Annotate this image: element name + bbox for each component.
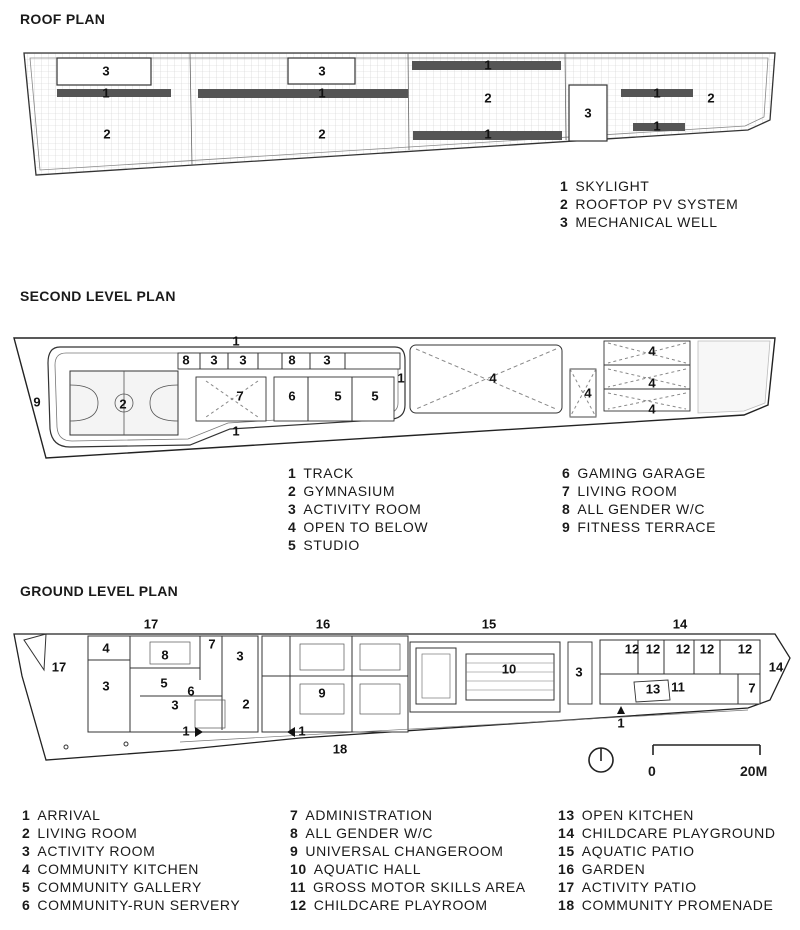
second-callout: 9 — [33, 394, 41, 410]
second-callout: 1 — [232, 333, 240, 349]
ground-callout: 7 — [208, 636, 216, 652]
second-level-title: SECOND LEVEL PLAN — [20, 288, 176, 304]
roof-legend — [560, 177, 738, 231]
legend-item: 4 COMMUNITY KITCHEN — [22, 861, 199, 877]
legend-item: 6 GAMING GARAGE — [562, 465, 706, 481]
ground-callout: 1 — [298, 723, 306, 739]
second-callout: 3 — [323, 352, 331, 368]
second-callout: 5 — [334, 388, 342, 404]
legend-item: 16 GARDEN — [558, 861, 646, 877]
ground-callout: 2 — [242, 696, 250, 712]
scale-bar-icon — [653, 745, 760, 755]
legend-item: 2 LIVING ROOM — [22, 825, 138, 841]
ground-callout: 3 — [575, 664, 583, 680]
second-callout: 4 — [648, 343, 656, 359]
second-callout: 4 — [648, 401, 656, 417]
legend-item: 8 ALL GENDER W/C — [562, 501, 706, 517]
ground-callout: 12 — [737, 641, 753, 657]
second-level-drawing — [0, 325, 800, 465]
ground-callout: 7 — [748, 680, 756, 696]
roof-callout: 1 — [653, 85, 661, 101]
legend-item: 5 STUDIO — [288, 537, 360, 553]
ground-callout: 11 — [671, 679, 685, 695]
ground-legend-col3 — [558, 806, 776, 914]
legend-item: 18 COMMUNITY PROMENADE — [558, 897, 774, 913]
second-callout: 1 — [232, 423, 240, 439]
roof-callout: 3 — [318, 63, 326, 79]
ground-callout: 6 — [187, 683, 195, 699]
ground-callout: 9 — [318, 685, 326, 701]
legend-item: 10 AQUATIC HALL — [290, 861, 422, 877]
ground-callout: 14 — [672, 616, 688, 632]
second-legend-col1 — [288, 464, 428, 554]
second-callout: 1 — [397, 370, 405, 386]
legend-item: 11 GROSS MOTOR SKILLS AREA — [290, 879, 526, 895]
roof-callout: 2 — [707, 90, 715, 106]
ground-callout: 12 — [645, 641, 661, 657]
legend-item: 8 ALL GENDER W/C — [290, 825, 434, 841]
ground-level-drawing — [0, 610, 800, 785]
legend-item: 7 ADMINISTRATION — [290, 807, 433, 823]
roof-callout: 1 — [102, 85, 110, 101]
second-callout: 8 — [288, 352, 296, 368]
ground-callout: 13 — [645, 681, 661, 697]
legend-item: 1 ARRIVAL — [22, 807, 101, 823]
ground-callout: 17 — [51, 659, 67, 675]
second-callout: 4 — [648, 375, 656, 391]
legend-item: 5 COMMUNITY GALLERY — [22, 879, 202, 895]
ground-callout: 14 — [768, 659, 784, 675]
legend-item: 3 MECHANICAL WELL — [560, 214, 718, 230]
ground-callout: 3 — [171, 697, 179, 713]
living-room — [196, 377, 266, 421]
ground-callout: 4 — [102, 640, 110, 656]
legend-item: 6 COMMUNITY-RUN SERVERY — [22, 897, 241, 913]
roof-plan-drawing — [0, 0, 800, 180]
roof-callout: 2 — [103, 126, 111, 142]
ground-callout: 18 — [332, 741, 348, 757]
legend-item: 1 SKYLIGHT — [560, 178, 650, 194]
ground-callout: 17 — [143, 616, 159, 632]
second-callout: 7 — [236, 388, 244, 404]
legend-item: 13 OPEN KITCHEN — [558, 807, 694, 823]
open-to-below — [604, 341, 690, 411]
roof-callout: 1 — [318, 85, 326, 101]
second-callout: 3 — [239, 352, 247, 368]
legend-item: 12 CHILDCARE PLAYROOM — [290, 897, 488, 913]
ground-level-title: GROUND LEVEL PLAN — [20, 583, 179, 599]
legend-item: 1 TRACK — [288, 465, 354, 481]
roof-callout: 1 — [484, 126, 492, 142]
second-callout: 8 — [182, 352, 190, 368]
second-callout: 2 — [119, 396, 127, 412]
open-to-below — [410, 345, 562, 413]
legend-item: 2 GYMNASIUM — [288, 483, 396, 499]
ground-callout: 12 — [675, 641, 691, 657]
skylight — [57, 89, 171, 97]
aquatic-hall — [410, 642, 560, 712]
roof-callout: 2 — [318, 126, 326, 142]
scale-end-label: 20M — [740, 763, 768, 779]
legend-item: 9 UNIVERSAL CHANGEROOM — [290, 843, 504, 859]
legend-item: 17 ACTIVITY PATIO — [558, 879, 697, 895]
ground-callout: 1 — [182, 723, 190, 739]
legend-item: 9 FITNESS TERRACE — [562, 519, 717, 535]
ground-callout: 8 — [161, 647, 169, 663]
ground-callout: 10 — [501, 661, 517, 677]
ground-callout: 5 — [160, 675, 168, 691]
scale-start-label: 0 — [648, 763, 656, 779]
second-callout: 4 — [584, 385, 592, 401]
ground-legend-col1 — [22, 806, 240, 914]
ground-callout: 15 — [481, 616, 497, 632]
roof-callout: 2 — [484, 90, 492, 106]
ground-callout: 12 — [699, 641, 715, 657]
roof-callout: 3 — [102, 63, 110, 79]
ground-callout: 3 — [236, 648, 244, 664]
second-callout: 5 — [371, 388, 379, 404]
roof-callout: 1 — [653, 118, 661, 134]
ground-callout: 12 — [624, 641, 640, 657]
legend-item: 7 LIVING ROOM — [562, 483, 678, 499]
skylight — [198, 89, 408, 98]
legend-item: 14 CHILDCARE PLAYGROUND — [558, 825, 776, 841]
legend-item: 3 ACTIVITY ROOM — [22, 843, 156, 859]
ground-callout: 3 — [102, 678, 110, 694]
ground-callout: 1 — [617, 715, 625, 731]
ground-legend-col2 — [290, 806, 526, 914]
roof-plan-title: ROOF PLAN — [20, 11, 106, 27]
legend-item: 2 ROOFTOP PV SYSTEM — [560, 196, 739, 212]
legend-item: 4 OPEN TO BELOW — [288, 519, 429, 535]
second-callout: 3 — [210, 352, 218, 368]
legend-item: 15 AQUATIC PATIO — [558, 843, 695, 859]
second-callout: 6 — [288, 388, 296, 404]
roof-callout: 3 — [584, 105, 592, 121]
ground-callout: 16 — [315, 616, 331, 632]
second-legend-col2 — [562, 464, 716, 536]
roof-callout: 1 — [484, 57, 492, 73]
legend-item: 3 ACTIVITY ROOM — [288, 501, 422, 517]
second-callout: 4 — [489, 370, 497, 386]
